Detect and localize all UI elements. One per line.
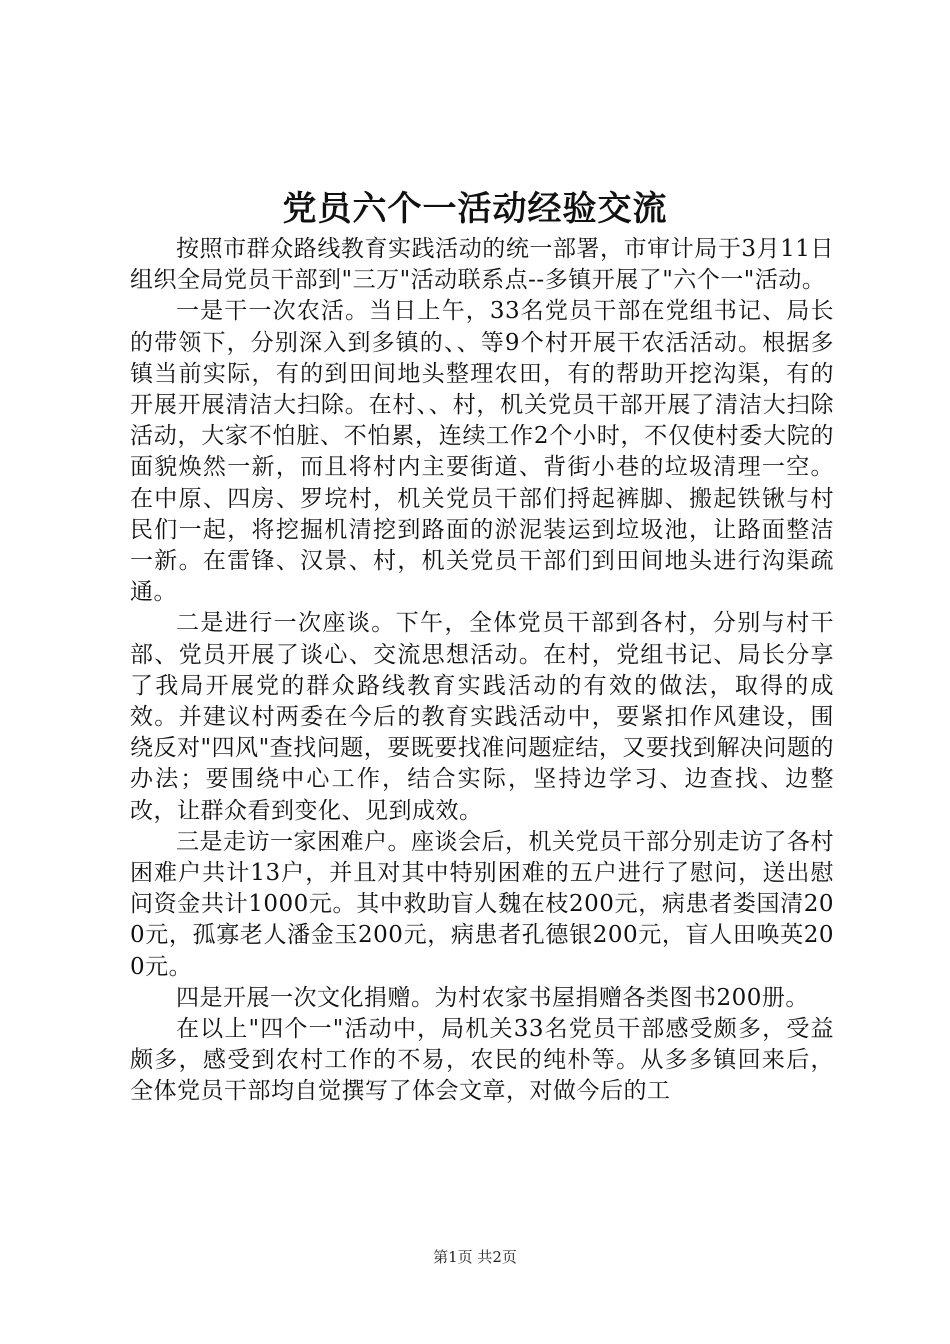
paragraph-intro: 按照市群众路线教育实践活动的统一部署，市审计局于3月11日组织全局党员干部到"三万"活动联系点--多镇开展了"六个一"活动。 <box>130 236 834 294</box>
paragraph-discussion: 二是进行一次座谈。下午，全体党员干部到各村，分别与村干部、党员开展了谈心、交流思想活动。在村，党组书记、局长分享了我局开展党的群众路线教育实践活动的有效的做法，取得的成效。并建议村两委在今后的教育实践活动中，要紧扣作风建设，围绕反对"四风"查找问题，要既要找准问题症结，又要找到解决问题的办法；要围绕中心工作，结合实际，坚持边学习、边查找、边整改，让群众看到变化、见到成效。 <box>130 610 834 824</box>
page-footer: 第1页 共2页 <box>433 1248 517 1266</box>
document-body <box>130 234 834 1108</box>
paragraph-donation: 四是开展一次文化捐赠。为村农家书屋捐赠各类图书200册。 <box>176 984 809 1011</box>
paragraph-farm-work: 一是干一次农活。当日上午，33名党员干部在党组书记、局长的带领下，分别深入到多镇的、、等9个村开展干农活活动。根据多镇当前实际，有的到田间地头整理农田，有的帮助开挖沟渠，有的开展开展清洁大扫除。在村、、村，机关党员干部开展了清洁大扫除活动，大家不怕脏、不怕累，连续工作2个小时，不仅使村委大院的面貌焕然一新，而且将村内主要街道、背街小巷的垃圾清理一空。在中原、四房、罗垸村，机关党员干部们捋起裤脚、搬起铁锹与村民们一起，将挖掘机清挖到路面的淤泥装运到垃圾池，让路面整洁一新。在雷锋、汉景、村，机关党员干部们到田间地头进行沟渠疏通。 <box>130 298 834 606</box>
paragraph-visit: 三是走访一家困难户。座谈会后，机关党员干部分别走访了各村困难户共计13户，并且对其中特别困难的五户进行了慰问，送出慰问资金共计1000元。其中救助盲人魏在枝200元，病患者娄国清200元，孤寡老人潘金玉200元，病患者孔德银200元，盲人田唤英200元。 <box>130 828 834 980</box>
document-title: 党员六个一活动经验交流 <box>282 189 668 229</box>
paragraph-summary: 在以上"四个一"活动中，局机关33名党员干部感受颇多，受益颇多，感受到农村工作的不易，农民的纯朴等。从多多镇回来后，全体党员干部均自觉撰写了体会文章，对做今后的工 <box>130 1016 834 1105</box>
